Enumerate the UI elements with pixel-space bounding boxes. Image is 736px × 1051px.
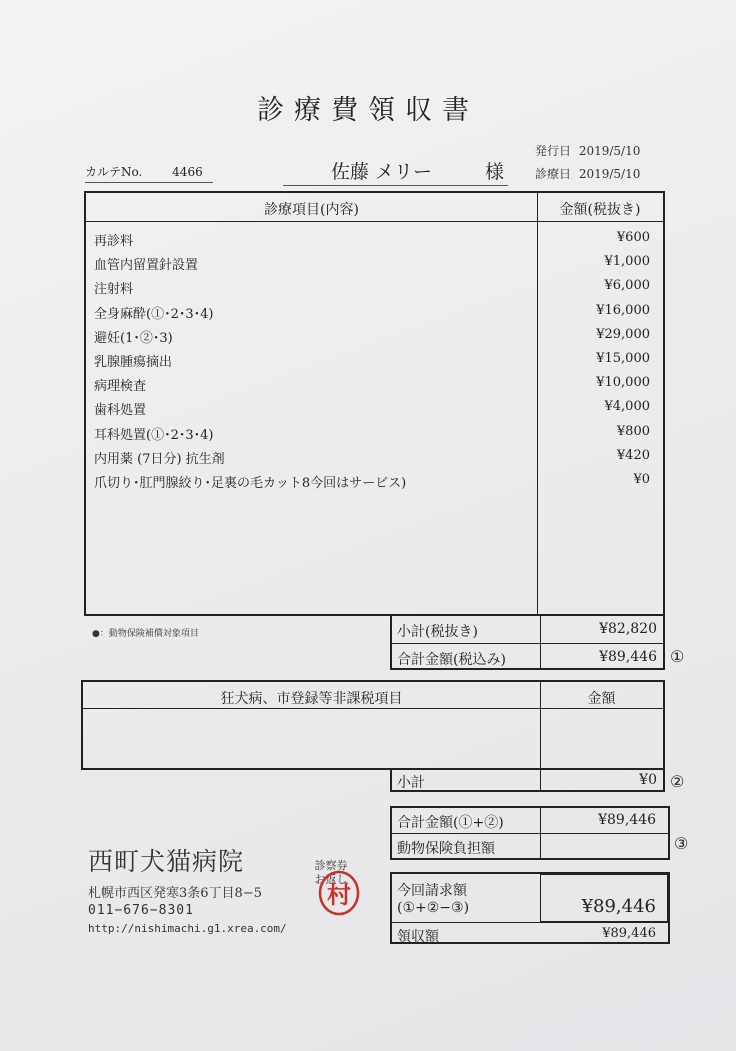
treatment-item: 歯科処置 — [94, 403, 147, 418]
document-title: 診療費領収書 — [257, 95, 479, 126]
patient-name-line — [283, 157, 508, 186]
visit-date-row — [535, 165, 640, 182]
nontax-subtotal-label: 小計 — [397, 775, 425, 791]
summary-divider-h — [392, 833, 668, 834]
treatment-amount: ¥6,000 — [604, 278, 650, 293]
honorific: 様 — [484, 161, 504, 183]
treatment-amount: ¥16,000 — [596, 303, 650, 318]
nontax-table — [81, 680, 665, 770]
header-divider — [86, 221, 663, 222]
mark-3: ③ — [674, 834, 689, 853]
clinic-url: http://nishimachi.g1.xrea.com/ — [88, 922, 287, 935]
treatment-item: 病理検査 — [94, 379, 147, 394]
treatment-amount: ¥1,000 — [604, 254, 650, 269]
nontax-subtotal-divider — [540, 768, 541, 790]
nontax-subtotal-value: ¥0 — [639, 772, 657, 788]
treatment-item: 注射料 — [94, 282, 134, 297]
subtotal-box — [390, 614, 665, 670]
patient-name: 佐藤 メリー — [331, 161, 433, 183]
treatment-item: 耳科処置(①･2･3･4) — [94, 428, 214, 443]
clinic-phone: 011−676−8301 — [88, 903, 194, 918]
stamp-line2: お返し — [314, 873, 348, 886]
treatment-item: 全身麻酔(①･2･3･4) — [94, 307, 214, 322]
header-amount: 金額(税抜き) — [559, 202, 641, 218]
column-divider — [537, 193, 538, 614]
seal-character: 村 — [327, 880, 351, 909]
treatment-item: 乳腺腫瘍摘出 — [94, 355, 173, 370]
treatment-item: 爪切り･肛門腺絞り･足裏の毛カット8今回はサービス) — [94, 476, 407, 491]
received-value: ¥89,446 — [602, 926, 656, 941]
sum-value: ¥89,446 — [598, 812, 656, 828]
nontax-header-amount: 金額 — [587, 691, 616, 707]
mark-1: ① — [670, 647, 685, 666]
visit-date-label: 診療日 — [535, 167, 572, 181]
treatment-amount: ¥10,000 — [596, 375, 650, 390]
karte-value: 4466 — [172, 165, 203, 179]
total-taxed-value: ¥89,446 — [599, 649, 657, 665]
treatment-amount: ¥29,000 — [596, 327, 650, 342]
clinic-name: 西町犬猫病院 — [88, 847, 245, 876]
mark-2: ② — [670, 772, 685, 791]
header-item: 診療項目(内容) — [264, 202, 359, 218]
total-taxed-label: 合計金額(税込み) — [397, 652, 506, 668]
stamp-line1: 診察券 — [314, 859, 348, 872]
treatment-item: 再診料 — [94, 234, 134, 249]
issue-date-row — [535, 142, 640, 159]
visit-date-value: 2019/5/10 — [578, 167, 641, 181]
nontax-header-item: 狂犬病、市登録等非課税項目 — [220, 691, 403, 707]
treatment-item: 内用薬 (7日分) 抗生剤 — [94, 452, 225, 467]
billed-value: ¥89,446 — [581, 896, 656, 917]
nontax-divider-h — [83, 708, 663, 709]
treatment-item: 血管内留置針設置 — [94, 258, 199, 273]
treatment-amount: ¥0 — [633, 472, 650, 487]
subtotal-label: 小計(税抜き) — [397, 624, 478, 640]
sum-label: 合計金額(①+②) — [397, 815, 504, 831]
billing-box — [390, 872, 670, 944]
treatment-amount: ¥800 — [616, 424, 650, 439]
summary-box — [390, 806, 670, 860]
treatment-amount: ¥4,000 — [604, 399, 650, 414]
treatment-amount: ¥420 — [616, 448, 650, 463]
subtotal-value: ¥82,820 — [599, 621, 657, 637]
treatment-amount: ¥15,000 — [596, 351, 650, 366]
issue-date-label: 発行日 — [535, 144, 572, 158]
received-label: 領収額 — [397, 929, 439, 945]
treatment-amount: ¥600 — [616, 230, 650, 245]
insurance-label: 動物保険負担額 — [397, 841, 495, 857]
issue-date-value: 2019/5/10 — [578, 144, 641, 158]
subtotal-divider-v — [540, 616, 541, 668]
return-card-stamp — [305, 855, 365, 917]
nontax-subtotal-box — [390, 768, 665, 792]
clinic-address: 札幌市西区発寒3条6丁目8−5 — [88, 886, 262, 901]
subtotal-divider-h — [392, 643, 663, 644]
karte-label: カルテNo. — [85, 165, 143, 179]
billed-label-2: (①+②−③) — [397, 900, 470, 916]
billing-divider-h — [392, 922, 668, 923]
insurance-note: ●：動物保険補償対象項目 — [92, 629, 199, 639]
billed-label-1: 今回請求額 — [397, 883, 467, 899]
treatment-item: 避妊(1･②･3) — [94, 331, 173, 346]
karte-number — [85, 163, 213, 183]
